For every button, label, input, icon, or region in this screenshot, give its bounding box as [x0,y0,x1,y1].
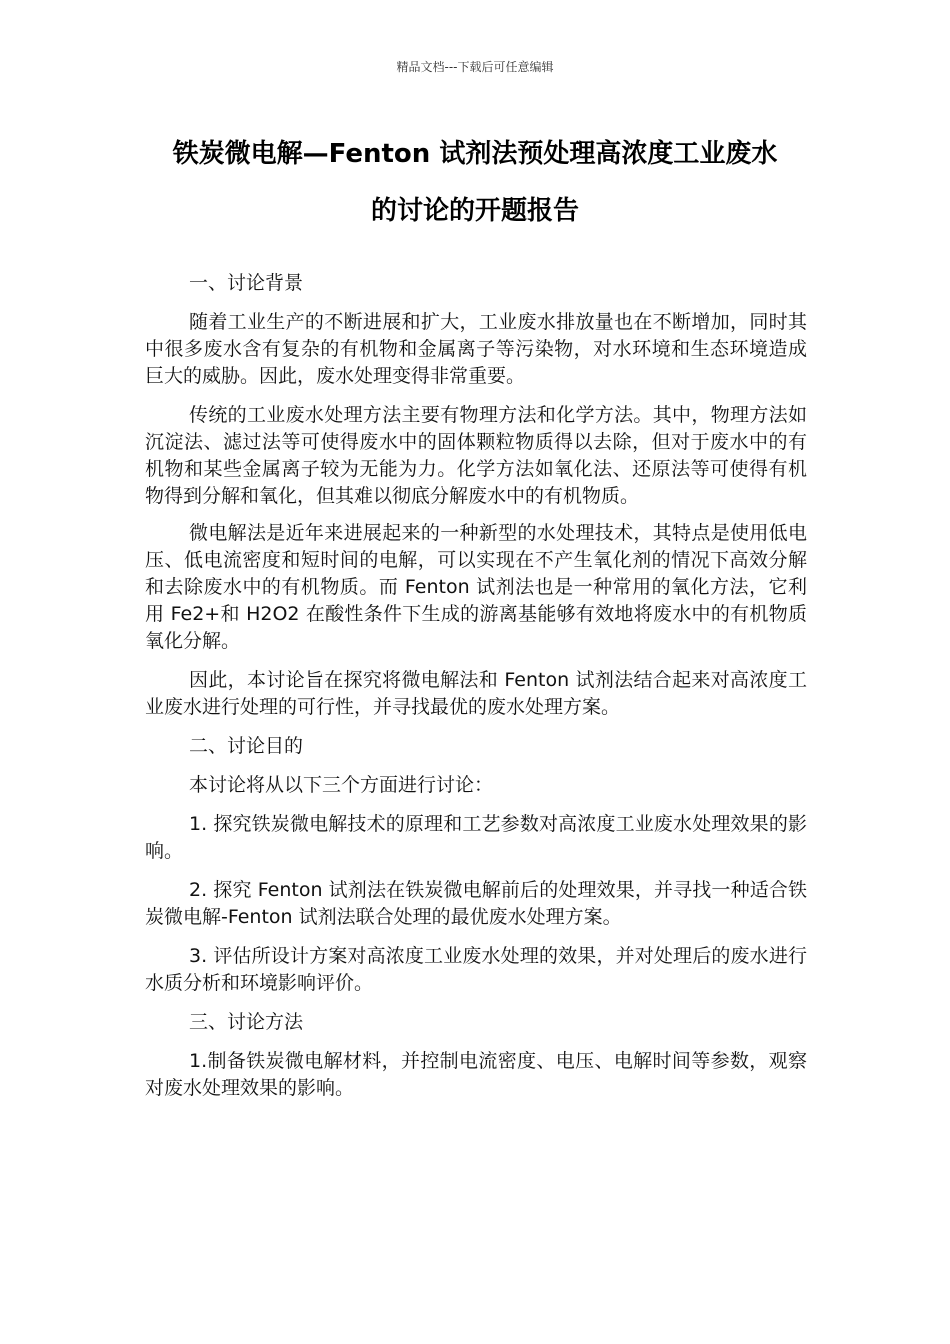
paragraph: 本讨论将从以下三个方面进行讨论： [189,774,494,796]
list-item: 2. 探究 Fenton 试剂法在铁炭微电解前后的处理效果，并寻找一种适合铁炭微电解-Fenton 试剂法联合处理的最优废水处理方案。 [145,879,807,928]
list-item: 3. 评估所设计方案对高浓度工业废水处理的效果，并对处理后的废水进行水质分析和环境影响评价。 [145,945,807,994]
paragraph: 随着工业生产的不断进展和扩大，工业废水排放量也在不断增加，同时其中很多废水含有复杂的有机物和金属离子等污染物，对水环境和生态环境造成巨大的威胁。因此，废水处理变得非常重要。 [145,311,807,387]
paragraph: 微电解法是近年来进展起来的一种新型的水处理技术，其特点是使用低电压、低电流密度和短时间的电解，可以实现在不产生氧化剂的情况下高效分解和去除废水中的有机物质。而 Fenton 试剂法也是一种常用的氧化方法，它利用 Fe2+和 H2O2 在酸性条件下生成的游离基能够有效地将废水中的有机物质氧化分解。 [145,522,807,652]
document-title-line-1: 铁炭微电解—Fenton 试剂法预处理高浓度工业废水 [172,139,778,169]
section-heading-background: 一、讨论背景 [189,272,304,294]
section-heading-method: 三、讨论方法 [189,1011,304,1033]
list-item: 1.制备铁炭微电解材料，并控制电流密度、电压、电解时间等参数，观察对废水处理效果的影响。 [145,1050,807,1099]
paragraph: 因此，本讨论旨在探究将微电解法和 Fenton 试剂法结合起来对高浓度工业废水进行处理的可行性，并寻找最优的废水处理方案。 [145,669,807,718]
document-title-line-2: 的讨论的开题报告 [370,196,579,226]
section-heading-purpose: 二、讨论目的 [189,735,304,757]
document-body [145,270,807,1114]
list-item: 1. 探究铁炭微电解技术的原理和工艺参数对高浓度工业废水处理效果的影响。 [145,813,807,862]
paragraph: 传统的工业废水处理方法主要有物理方法和化学方法。其中，物理方法如沉淀法、滤过法等可使得废水中的固体颗粒物质得以去除，但对于废水中的有机物和某些金属离子较为无能为力。化学方法如氧化法、还原法等可使得有机物得到分解和氧化，但其难以彻底分解废水中的有机物质。 [145,404,807,507]
header-note: 精品文档---下载后可任意编辑 [396,60,554,74]
